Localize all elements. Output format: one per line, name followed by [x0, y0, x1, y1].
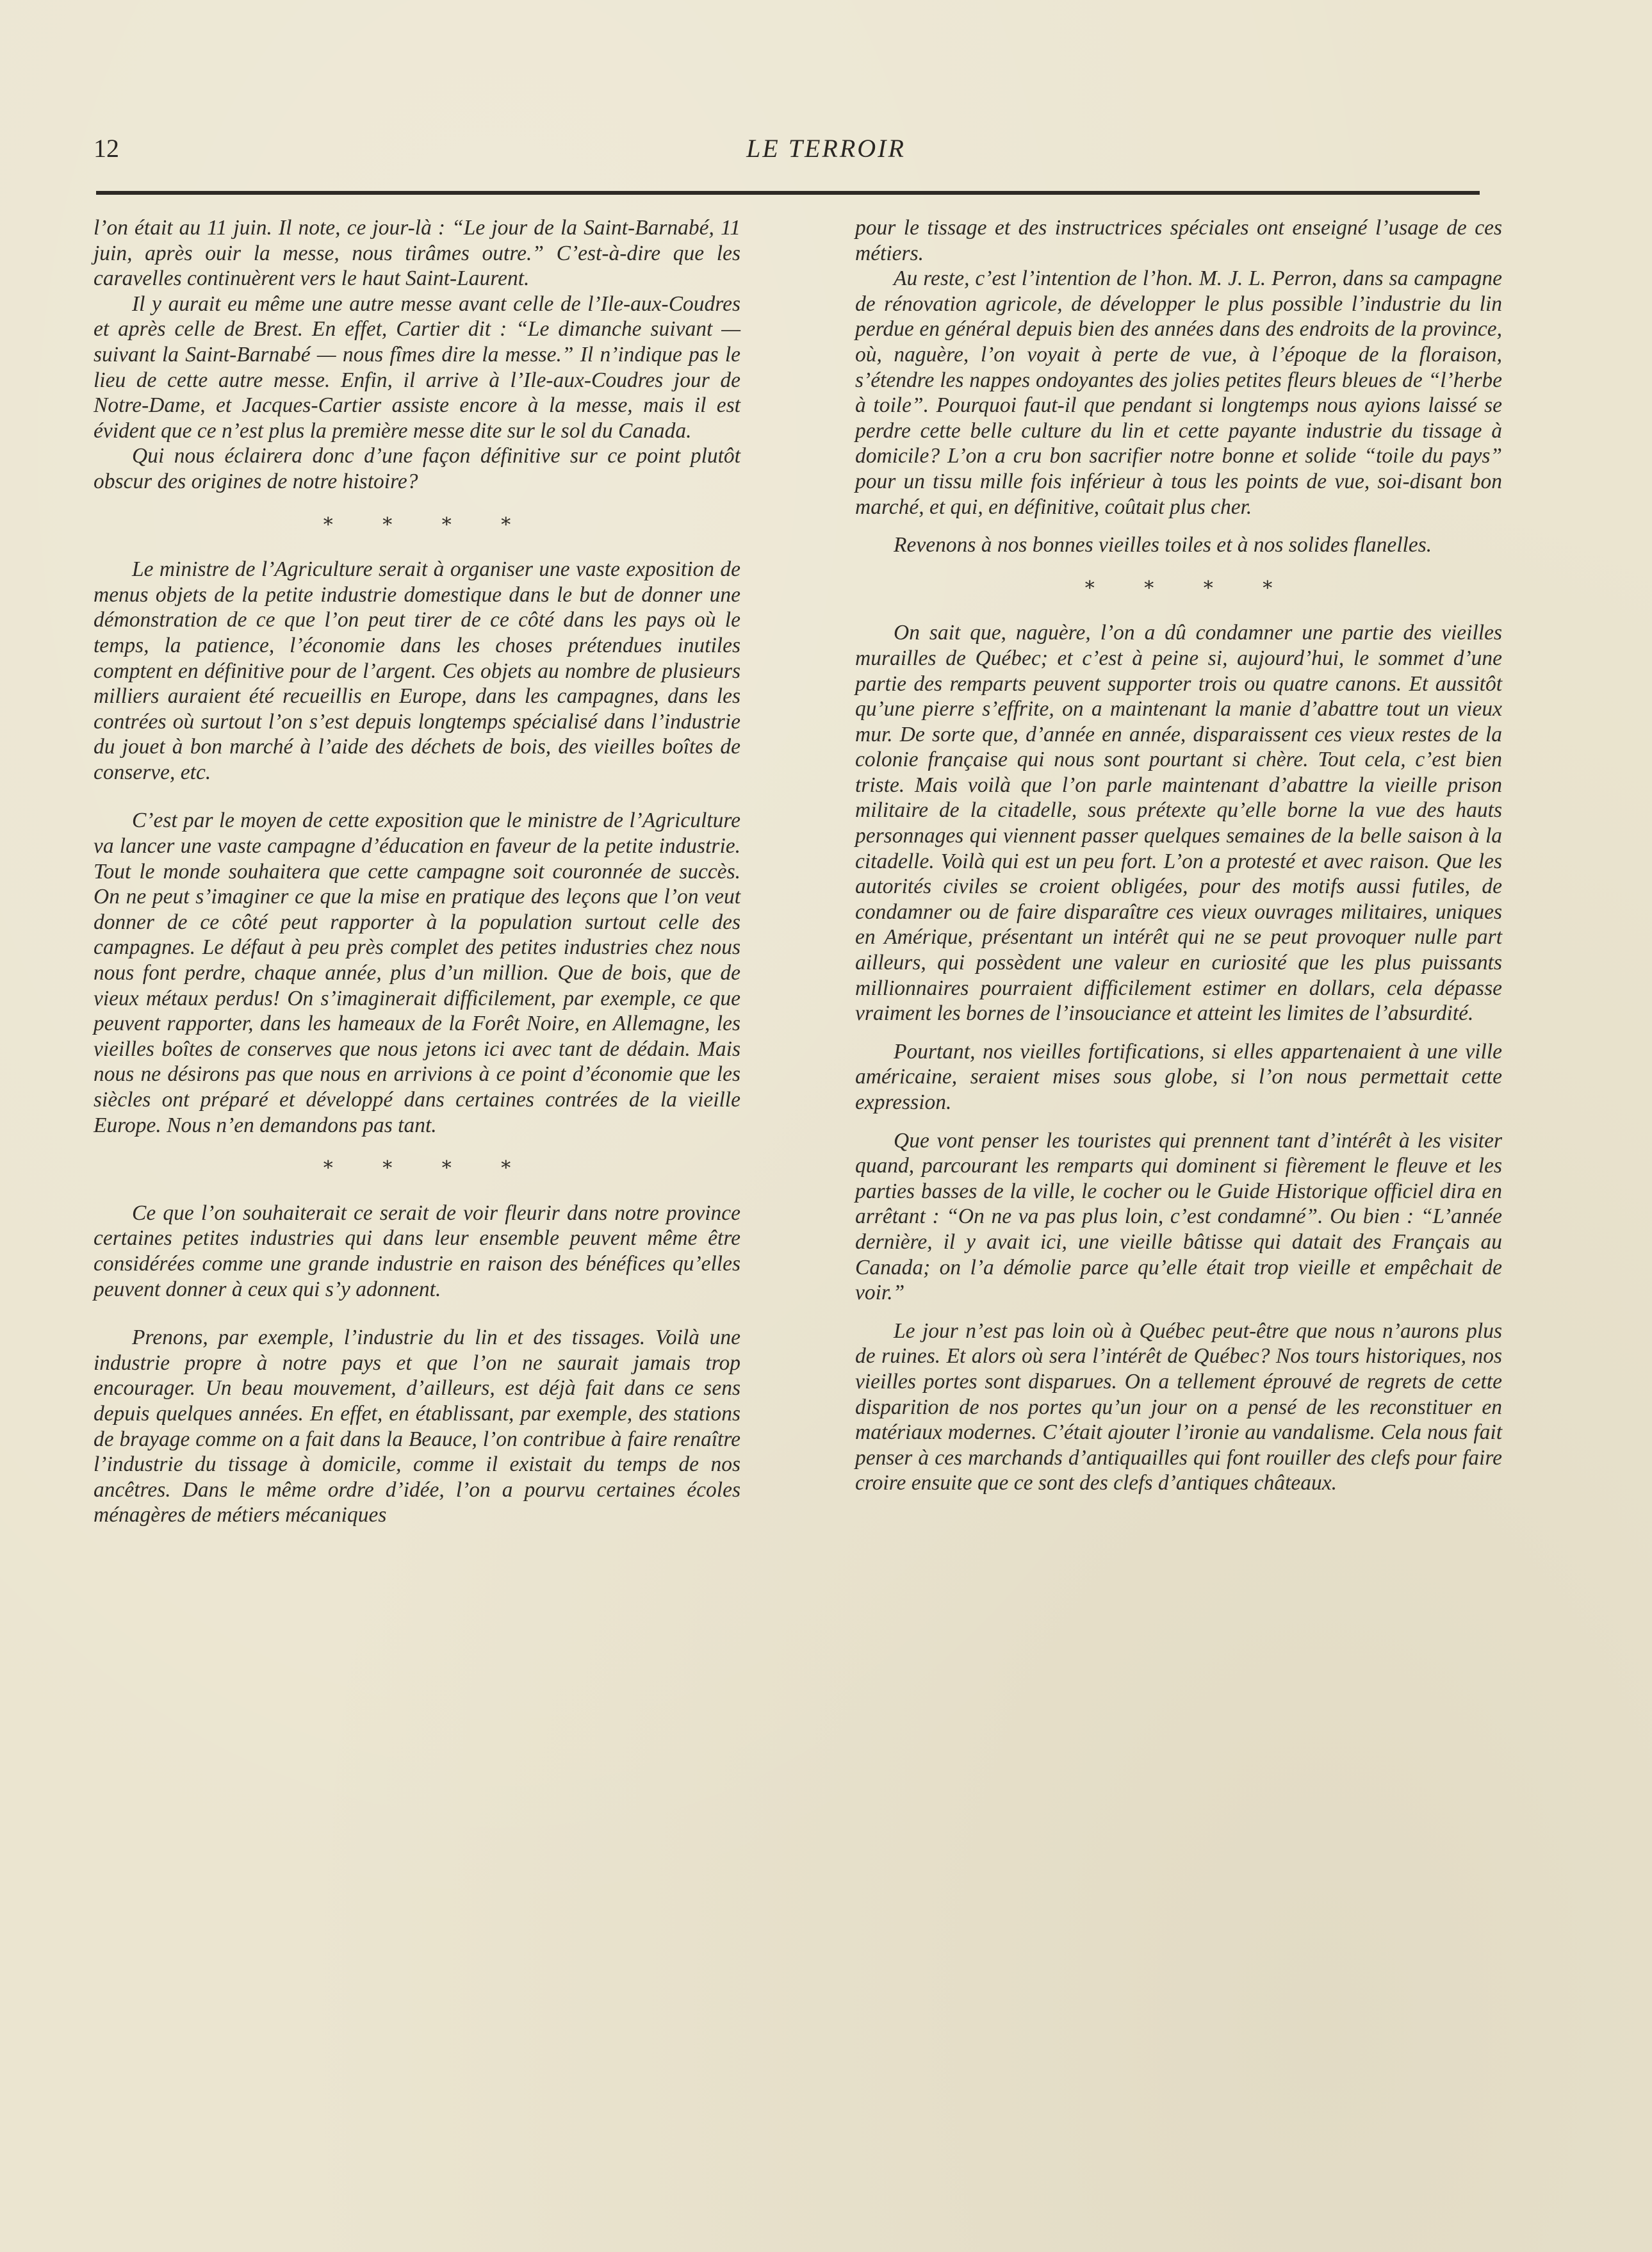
paragraph: C’est par le moyen de cette exposition que le ministre de l’Agriculture va lancer une vaste campagne d’éducation en faveur de la petite industrie. Tout le monde souhaitera que cette campagne soit couronnée de succès. On ne peut s’imaginer ce que la mise en pratique des leçons que l’on veut donner de ce côté peut rapporter à la population surtout celle des campagnes. Le défaut à peu près complet des petites industries chez nous nous font perdre, chaque année, plus d’un million. Que de bois, que de vieux métaux perdus! On s’imaginerait difficilement, par exemple, ce que peuvent rapporter, dans les hameaux de la Forêt Noire, en Allemagne, les vieilles boîtes de conserves que nous jetons ici avec tant de dédain. Mais nous ne désirons pas que nous en arrivions à ce point d’économie que les siècles ont préparé et développé dans certaines contrées de la vieille Europe. Nous n’en demandons pas tant.: [94, 809, 740, 1137]
paragraph: Le jour n’est pas loin où à Québec peut-être que nous n’aurons plus de ruines. Et alors où sera l’intérêt de Québec? Nos tours historiques, nos vieilles portes sont disparues. On a tellement éprouvé de regrets de cette disparition de nos portes qu’un jour on a pensé de les reconstituer en matériaux modernes. C’était ajouter l’ironie au vandalisme. Cela nous fait penser à ces marchands d’antiquailles qui font rouiller des clefs pour faire croire ensuite que ce sont des clefs d’antiques châteaux.: [855, 1319, 1502, 1495]
right-column: [855, 215, 1502, 1496]
paragraph: Que vont penser les touristes qui prennent tant d’intérêt à les visiter quand, parcourant les remparts qui dominent si fièrement le fleuve et les parties basses de la ville, le cocher ou le Guide Historique officiel dira en arrêtant : “On ne va pas plus loin, c’est condamné”. Ou bien : “L’année dernière, il y avait ici, une vieille bâtisse qui datait des Français au Canada; on l’a démolie parce qu’elle était trop vieille et empêchait de voir.”: [855, 1128, 1502, 1305]
paragraph: Revenons à nos bonnes vieilles toiles et à nos solides flanelles.: [894, 533, 1432, 557]
paragraph: Au reste, c’est l’intention de l’hon. M. J. L. Perron, dans sa campagne de rénovation agricole, de développer le plus possible l’industrie du lin perdue en général depuis bien des années dans des endroits de la province, où, naguère, l’on voyait à perte de vue, à l’époque de la floraison, s’étendre les nappes ondoyantes des jolies petites fleurs bleues de “l’herbe à toile”. Pourquoi faut-il que pendant si longtemps nous ayions laissé se perdre cette belle culture du lin et cette payante industrie du tissage à domicile? L’on a cru bon sacrifier notre bonne et solide “toile du pays” pour un tissu mille fois inférieur à tous les points de vue, soi-disant bon marché, et qui, en définitive, coûtait plus cher.: [855, 267, 1502, 519]
paragraph: Il y aurait eu même une autre messe avant celle de l’Ile-aux-Coudres et après celle de Brest. En effet, Cartier dit : “Le dimanche suivant — suivant la Saint-Barnabé — nous fîmes dire la messe.” Il n’indique pas le lieu de cette autre messe. Enfin, il arrive à l’Ile-aux-Coudres jour de Notre-Dame, et Jacques-Cartier assiste encore à la messe, mais il est évident que ce n’est plus la première messe dite sur le sol du Canada.: [94, 292, 740, 443]
section-separator: * * * *: [1084, 577, 1295, 600]
section-separator: * * * *: [323, 1157, 533, 1180]
paragraph: pour le tissage et des instructrices spéciales ont enseigné l’usage de ces métiers.: [855, 216, 1502, 265]
paragraph: l’on était au 11 juin. Il note, ce jour-là : “Le jour de la Saint-Barnabé, 11 juin, après ouir la messe, nous tirâmes outre.” C’est-à-dire que les caravelles continuèrent vers le haut Saint-Laurent.: [94, 216, 740, 291]
paragraph: Pourtant, nos vieilles fortifications, si elles appartenaient à une ville américaine, seraient mises sous globe, si l’on nous permettait cette expression.: [855, 1039, 1502, 1114]
paragraph: Le ministre de l’Agriculture serait à organiser une vaste exposition de menus objets de la petite industrie domestique dans le but de donner une démonstration de ce que l’on peut tirer de ce côté dans les pays où le temps, la patience, l’économie dans les choses prétendues inutiles comptent en définitive pour de l’argent. Ces objets au nombre de plusieurs milliers auraient été recueillis en Europe, dans les campagnes, dans les contrées où surtout l’on s’est depuis longtemps spécialisé dans l’industrie du jouet à bon marché à l’aide des déchets de bois, des vieilles boîtes de conserve, etc.: [94, 557, 740, 784]
paragraph: On sait que, naguère, l’on a dû condamner une partie des vieilles murailles de Québec; et c’est à peine si, aujourd’hui, le sommet d’une partie des remparts peuvent supporter trois ou quatre canons. Et aussitôt qu’une pierre s’effrite, on a maintenant la manie d’abattre tout un vieux mur. De sorte que, d’année en année, disparaissent ces vieux restes de la colonie française qui nous sont pourtant si chère. Tout cela, c’est bien triste. Mais voilà que l’on parle maintenant d’abattre la vieille prison militaire de la citadelle, sous prétexte qu’elle borne la vue des hauts personnages qui viennent passer quelques semaines de la belle saison à la citadelle. Voilà qui est un peu fort. L’on a protesté et avec raison. Que les autorités civiles se croient obligées, pour des motifs aussi futiles, de condamner ou de faire disparaître ces vieux ouvrages militaires, uniques en Amérique, présentant un intérêt qui ne se peut provoquer nulle part ailleurs, qui possèdent une valeur en curiosité que les plus puissants millionnaires pourraient difficilement estimer en dollars, cela dépasse vraiment les bornes de l’insouciance et atteint les limites de l’absurdité.: [855, 621, 1502, 1026]
header-rule: [96, 191, 1480, 195]
left-column: [94, 215, 740, 1528]
paragraph: Qui nous éclairera donc d’une façon définitive sur ce point plutôt obscur des origines de notre histoire?: [94, 444, 740, 493]
page-number: 12: [94, 134, 119, 163]
paragraph: Ce que l’on souhaiterait ce serait de voir fleurir dans notre province certaines petites industries qui dans leur ensemble peuvent même être considérées comme une grande industrie en raison des bénéfices qu’elles peuvent donner à ceux qui s’y adonnent.: [94, 1201, 740, 1301]
paragraph: Prenons, par exemple, l’industrie du lin et des tissages. Voilà une industrie propre à notre pays et que l’on ne saurait jamais trop encourager. Un beau mouvement, d’ailleurs, est déjà fait dans ce sens depuis quelques années. En effet, en établissant, par exemple, des stations de brayage comme on a fait dans la Beauce, l’on contribue à faire renaître l’industrie du tissage à domicile, comme il existait du temps de nos ancêtres. Dans le même ordre d’idée, l’on a pourvu certaines écoles ménagères de métiers mécaniques: [94, 1326, 740, 1527]
section-separator: * * * *: [323, 513, 533, 536]
running-title: LE TERROIR: [746, 134, 906, 163]
